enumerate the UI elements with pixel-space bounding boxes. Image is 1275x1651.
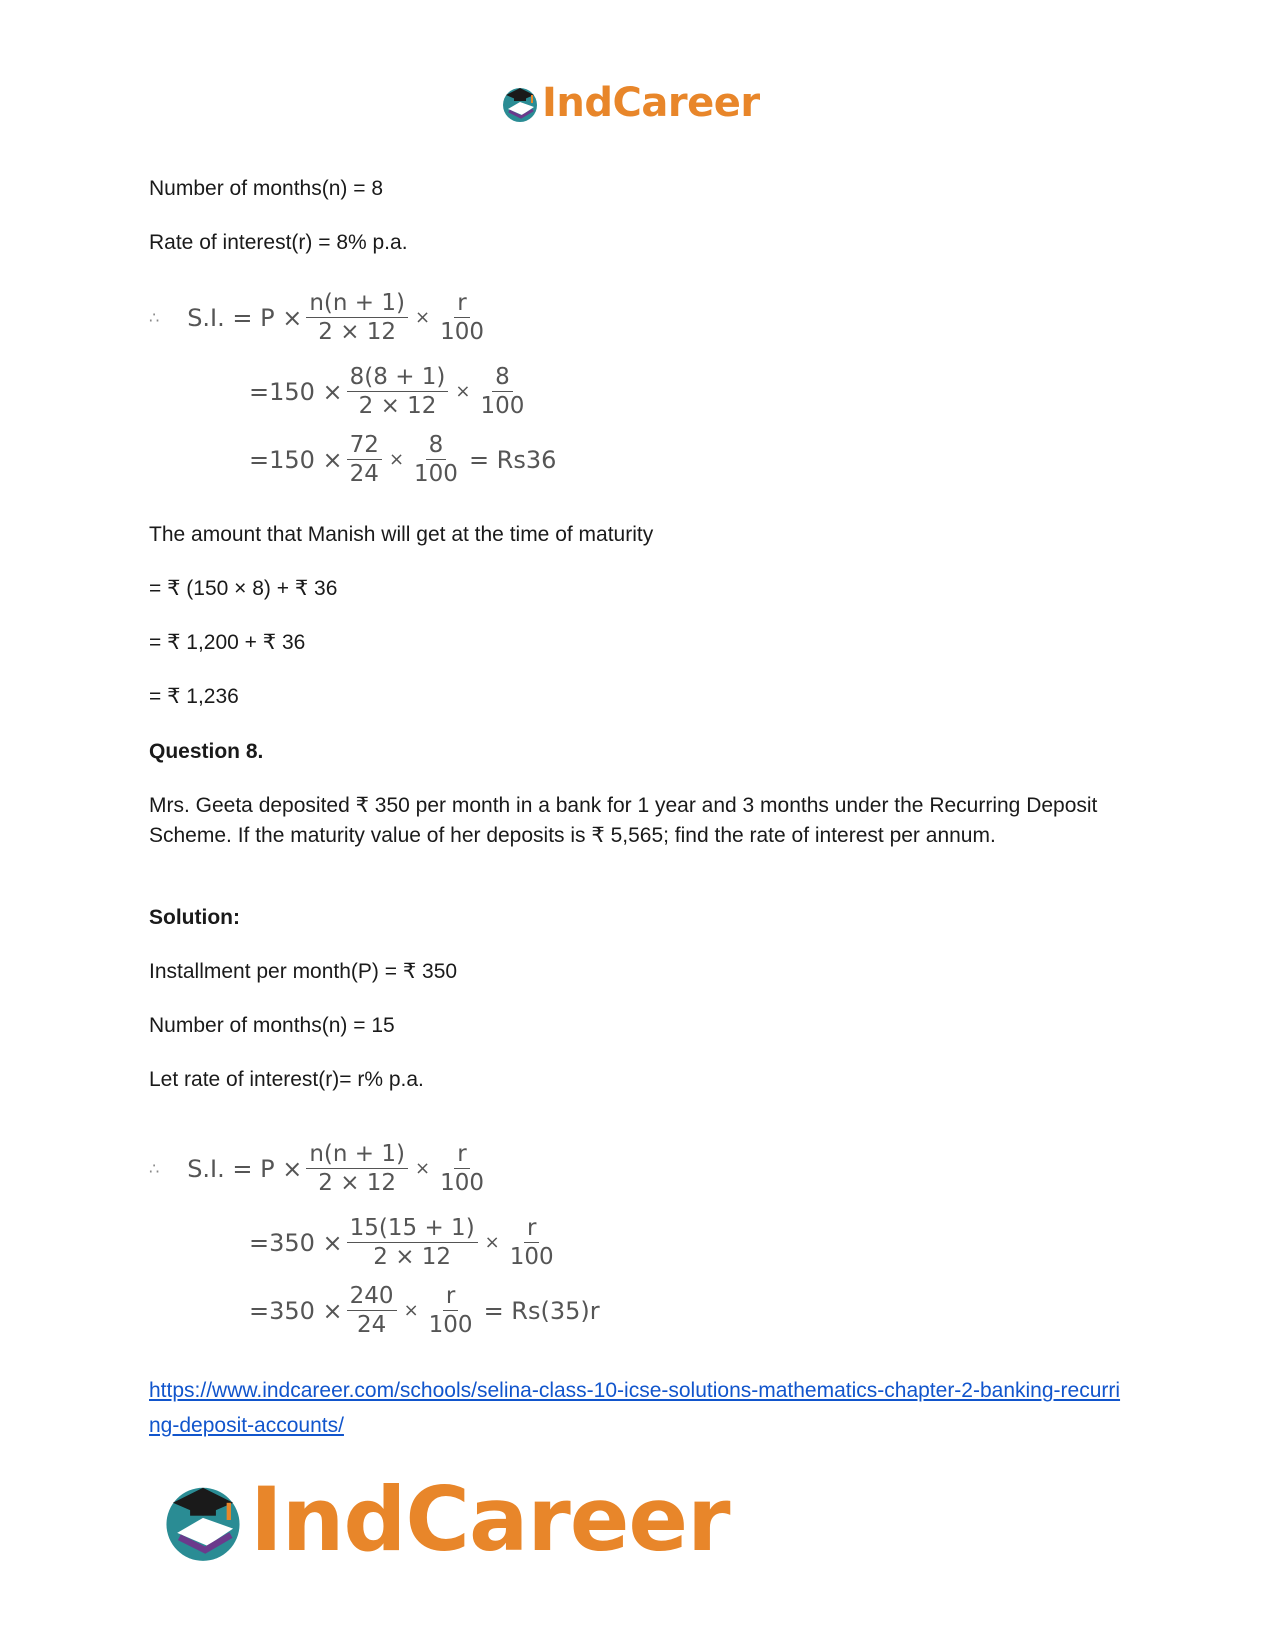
denominator: 2 × 12 [358, 393, 437, 419]
equation-1-row-2: =150 × $\frac{8(8 + 1)}{2 \times 12}$ × $\frac{8}{100}$ [249, 364, 531, 419]
installment-line: Installment per month(P) = ₹ 350 [149, 960, 458, 983]
fraction [426, 1283, 476, 1338]
rate-line: Rate of interest(r) = 8% p.a. [149, 231, 408, 254]
numerator: 72 [347, 432, 382, 460]
fraction [347, 1215, 478, 1270]
solution-heading: Solution: [149, 906, 240, 929]
denominator: 2 × 12 [373, 1244, 452, 1270]
denominator: 100 [414, 461, 458, 487]
fraction [507, 1215, 557, 1270]
equation-1-row-1: ∴ S.I. = P × $\frac{n(n + 1)}{2 \times 12}$ × $\frac{r}{100}$ [149, 290, 491, 345]
months-line: Number of months(n) = 8 [149, 177, 384, 200]
eq-lhs: =150 × [249, 377, 343, 406]
question-heading: Question 8. [149, 740, 264, 763]
denominator: 100 [440, 319, 484, 345]
denominator: 2 × 12 [318, 319, 397, 345]
denominator: 100 [440, 1170, 484, 1196]
denominator: 100 [480, 393, 525, 419]
eq-lhs: =150 × [249, 445, 343, 474]
fraction [437, 290, 487, 345]
numerator: 8(8 + 1) [347, 364, 449, 392]
question-text: Mrs. Geeta deposited ₹ 350 per month in a bank for 1 year and 3 months under the Recurring Deposit Scheme. If the maturity value of her deposits is ₹ 5,565; find the rate of interest per annum. [149, 794, 1098, 847]
eq-lhs: S.I. = P × [187, 1154, 303, 1183]
eq-lhs: S.I. = P × [187, 303, 303, 332]
eq-result: = Rs(35)r [483, 1296, 600, 1325]
numerator: 15(15 + 1) [347, 1215, 478, 1243]
header-logo [500, 80, 760, 126]
amount-step-2: = ₹ 1,200 + ₹ 36 [149, 631, 306, 654]
denominator: 2 × 12 [318, 1170, 397, 1196]
denominator: 24 [356, 1312, 387, 1338]
numerator: r [454, 1141, 469, 1169]
fraction [306, 290, 408, 345]
eq-lhs: =350 × [249, 1296, 343, 1325]
equation-1-row-3: =150 × $\frac{72}{24}$ × $\frac{8}{100}$ = Rs36 [249, 432, 557, 487]
numerator: r [524, 1215, 539, 1243]
equation-2-row-2: =350 × $\frac{15(15 + 1)}{2 \times 12}$ × $\frac{r}{100}$ [249, 1215, 561, 1270]
therefore-symbol: ∴ [149, 1159, 160, 1178]
numerator: r [454, 290, 469, 318]
brand-name: IndCareer [542, 80, 760, 126]
graduation-cap-icon [160, 1477, 246, 1563]
numerator: n(n + 1) [306, 1141, 408, 1169]
numerator: 8 [492, 364, 513, 392]
numerator: 8 [426, 432, 447, 460]
graduation-cap-icon [500, 83, 540, 123]
amount-step-1: = ₹ (150 × 8) + ₹ 36 [149, 577, 338, 600]
fraction [306, 1141, 408, 1196]
fraction [347, 432, 382, 487]
eq-result: = Rs36 [468, 445, 557, 474]
fraction [478, 364, 528, 419]
fraction [437, 1141, 487, 1196]
footer-logo [160, 1468, 730, 1571]
source-link[interactable]: https://www.indcareer.com/schools/selina-class-10-icse-solutions-mathematics-chapter-2-banking-recurring-deposit-accounts/ [149, 1379, 1121, 1437]
fraction [347, 364, 449, 419]
rate-r-line: Let rate of interest(r)= r% p.a. [149, 1068, 424, 1091]
eq-lhs: =350 × [249, 1228, 343, 1257]
equation-2-row-3: =350 × $\frac{240}{24}$ × $\frac{r}{100}$ = Rs(35)r [249, 1283, 600, 1338]
denominator: 24 [349, 461, 379, 487]
months-15-line: Number of months(n) = 15 [149, 1014, 395, 1037]
numerator: r [443, 1283, 458, 1311]
fraction [411, 432, 461, 487]
fraction [347, 1283, 397, 1338]
numerator: 240 [347, 1283, 397, 1311]
amount-step-3: = ₹ 1,236 [149, 685, 239, 708]
amount-intro: The amount that Manish will get at the time of maturity [149, 523, 654, 546]
therefore-symbol: ∴ [149, 308, 160, 327]
equation-2-row-1: ∴ S.I. = P × $\frac{n(n + 1)}{2 \times 12}$ × $\frac{r}{100}$ [149, 1141, 491, 1196]
numerator: n(n + 1) [306, 290, 408, 318]
denominator: 100 [428, 1312, 473, 1338]
denominator: 100 [509, 1244, 554, 1270]
brand-name: IndCareer [250, 1468, 730, 1571]
